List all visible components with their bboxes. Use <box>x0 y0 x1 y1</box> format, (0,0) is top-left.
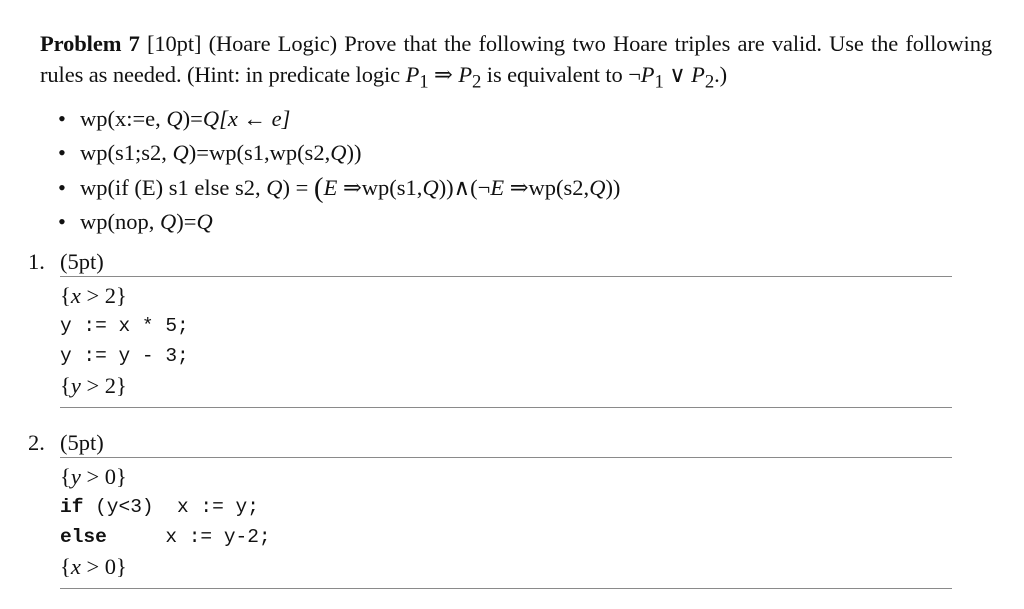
part-2-points: (5pt) <box>60 430 104 455</box>
rule-assignment: • wp(x:=e, Q)=Q[x ← e] <box>58 102 992 137</box>
keyword-else: else <box>60 526 107 548</box>
hint-or: ∨ <box>663 62 692 87</box>
precondition: {y > 0} <box>60 464 127 489</box>
hint-p2: P <box>458 62 472 87</box>
problem-intro-text: (Hoare Logic) Prove that the following two Hoare triples are valid. Use the following rules as needed. (Hint: in predicate logic <box>40 31 993 87</box>
part-1-number: 1. <box>28 249 45 274</box>
code-line: y := x * 5; <box>60 315 189 337</box>
hint-text-a: is equivalent to ¬ <box>481 62 641 87</box>
precondition: {x > 2} <box>60 283 127 308</box>
hint-end: .) <box>714 62 728 87</box>
part-2 <box>28 429 952 589</box>
bullet-icon: • <box>58 209 66 234</box>
problem-points: [10pt] <box>146 31 202 56</box>
part-2-heading <box>28 429 952 457</box>
bullet-icon: • <box>58 140 66 165</box>
problem-title: Problem 7 <box>40 31 140 56</box>
postcondition: {x > 0} <box>60 554 127 579</box>
part-1-points: (5pt) <box>60 249 104 274</box>
postcondition: {y > 2} <box>60 373 127 398</box>
hint-p2-b-sub: 2 <box>704 71 715 93</box>
rule-sequence: • wp(s1;s2, Q)=wp(s1,wp(s2,Q)) <box>58 136 992 171</box>
code-line: y := y - 3; <box>60 345 189 367</box>
hint-p1-sub: 1 <box>419 71 429 93</box>
problem-page <box>40 28 992 240</box>
part-2-number: 2. <box>28 430 45 455</box>
code-line-else: else x := y-2; <box>60 526 271 548</box>
hint-p2-sub: 2 <box>472 71 482 93</box>
part-1 <box>28 248 952 408</box>
hint-p1-b: P <box>640 62 655 87</box>
rule-nop: • wp(nop, Q)=Q <box>58 205 992 240</box>
part-1-heading <box>28 248 952 276</box>
problem-statement <box>40 28 992 98</box>
part-1-hoare-triple <box>60 276 952 408</box>
part-2-hoare-triple <box>60 457 952 589</box>
hint-implies: ⇒ <box>434 62 453 87</box>
hint-p1-b-sub: 1 <box>654 71 664 93</box>
rule-if-else: • wp(if (E) s1 else s2, Q) = (E ⇒wp(s1,Q))∧(¬E ⇒wp(s2,Q)) <box>58 171 621 204</box>
code-line-if: if (y<3) x := y; <box>60 496 259 518</box>
hint-p1: P <box>405 62 420 87</box>
hint-p2-b: P <box>691 62 705 87</box>
rule-list <box>40 102 992 240</box>
bullet-icon: • <box>58 174 66 200</box>
bullet-icon: • <box>58 105 66 131</box>
keyword-if: if <box>60 496 84 518</box>
